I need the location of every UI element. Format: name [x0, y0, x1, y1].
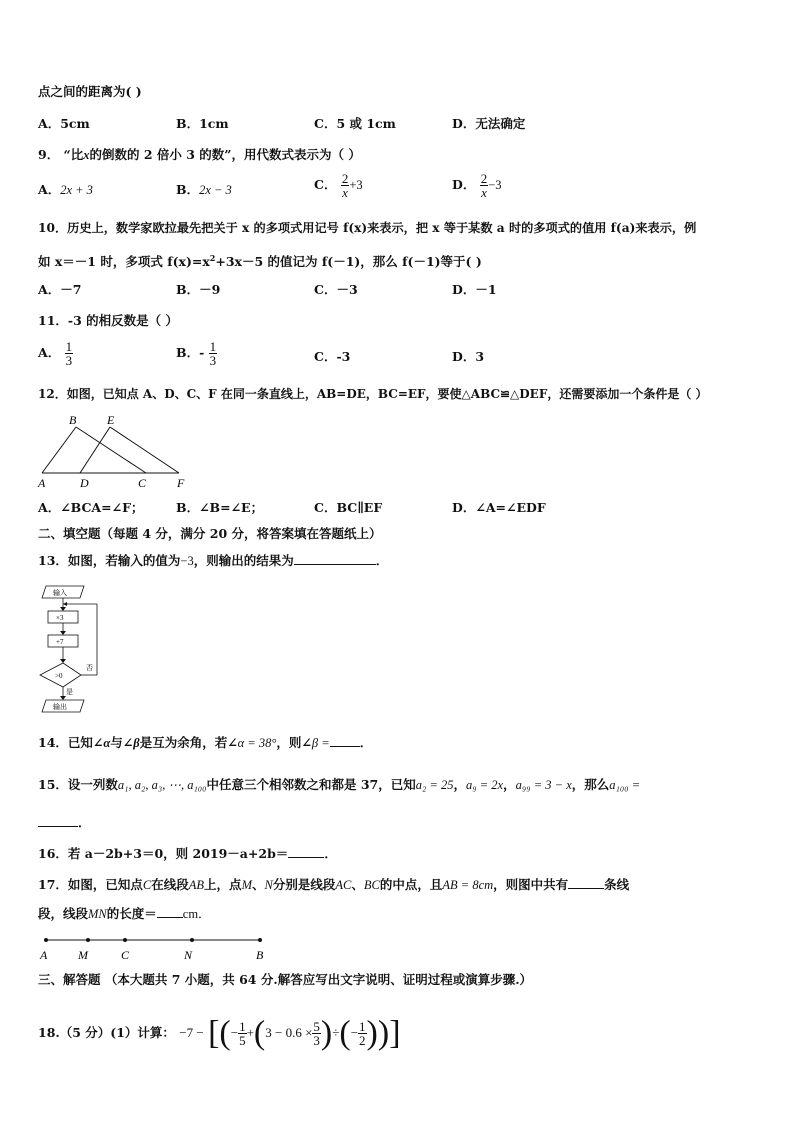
q10-option-c: C．－3 — [314, 282, 358, 297]
q14-answer-blank — [330, 734, 360, 747]
q11-option-b-fraction: $\frac{1}{3}$ — [209, 339, 217, 368]
q9-option-d: D． $\frac{2}{x}$ −3 — [452, 171, 502, 200]
q11-stem: 11．-3 的相反数是（ ） — [38, 313, 178, 328]
q14-stem: 14．已知∠α与∠β是互为余角，若∠α = 38°，则∠β = ． — [38, 735, 373, 750]
q17-label-c: C — [121, 948, 130, 962]
q12-option-d: D．∠A=∠EDF — [452, 500, 546, 515]
q9-option-d-fraction: $\frac{2}{x}$ — [480, 171, 488, 200]
q9-option-b: B．2x − 3 — [176, 182, 232, 197]
q11-option-b: B．- $\frac{1}{3}$ — [176, 339, 217, 368]
q17-answer-blank-1 — [568, 876, 604, 889]
q16-answer-blank — [288, 845, 324, 858]
q16-stem: 16．若 a－2b+3＝0，则 2019－a+2b＝ ． — [38, 846, 337, 861]
flow-yes-label: 是 — [66, 688, 73, 696]
section-2-heading: 二、填空题（每题 4 分，满分 20 分，将答案填在答题纸上） — [38, 526, 382, 541]
q8-option-b: B．1cm — [176, 116, 229, 131]
q12-option-c: C．BC∥EF — [314, 500, 383, 515]
flow-input-label: 输入 — [53, 589, 67, 597]
q17-stem-line2: 段，线段MN的长度＝ cm． — [38, 906, 211, 921]
q17-answer-blank-2 — [157, 905, 183, 918]
q13-stem: 13．如图，若输入的值为−3，则输出的结果为 ． — [38, 553, 389, 568]
q18-fraction-3: $\frac{1}{2}$ — [359, 1019, 366, 1048]
q11-option-d: D．3 — [452, 349, 485, 364]
q10-stem-line1: 10．历史上，数学家欧拉最先把关于 x 的多项式用记号 f(x)来表示，把 x 等于某数 a 时的多项式的值用 f(a)来表示，例 — [38, 221, 697, 235]
q17-label-a: A — [40, 948, 48, 962]
q17-label-b: B — [256, 948, 264, 962]
q17-label-n: N — [184, 948, 193, 962]
q9-option-c-fraction: $\frac{2}{x}$ — [341, 171, 349, 200]
q8-option-a: A．5cm — [38, 116, 90, 131]
q9-option-a: A．2x + 3 — [38, 182, 93, 197]
q8-stem: 点之间的距离为( ) — [38, 84, 142, 99]
q17-stem-line1: 17．如图，已知点C在线段AB上，点M、N分别是线段AC、BC的中点，且AB = 8cm，则图中共有 条线 — [38, 877, 630, 892]
q15-stem: 15．设一列数a₁, a₂, a₃, ⋯, a₁₀₀中任意三个相邻数之和都是 37，已知a₂ = 25，a₉ = 2x，a₉₉ = 3 − x，那么a₁₀₀ = — [38, 777, 641, 792]
q8-option-c: C．5 或 1cm — [314, 116, 396, 131]
flow-no-label: 否 — [86, 664, 93, 672]
section-3-heading: 三、解答题 （本大题共 7 小题，共 64 分.解答应写出文字说明、证明过程或演算步骤.） — [38, 972, 533, 987]
q11-option-a: A． $\frac{1}{3}$ — [38, 339, 73, 368]
q11-option-a-fraction: $\frac{1}{3}$ — [65, 339, 73, 368]
q10-option-d: D．－1 — [452, 282, 497, 297]
q18-fraction-1: $\frac{1}{5}$ — [239, 1019, 246, 1048]
q18-fraction-2: $\frac{5}{3}$ — [313, 1019, 320, 1048]
q11-option-c: C．-3 — [314, 349, 351, 364]
q9-option-c: C． $\frac{2}{x}$ +3 — [314, 171, 363, 200]
flow-output-label: 输出 — [53, 703, 67, 711]
q13-flowchart — [36, 580, 126, 720]
q9-stem: 9． “比x的倒数的 2 倍小 3 的数”，用代数式表示为（ ） — [38, 147, 361, 162]
q12-label-c: C — [138, 476, 147, 490]
q12-label-f: F — [177, 476, 185, 490]
q12-option-a: A．∠BCA=∠F； — [38, 500, 144, 515]
q18-big-left-bracket: [ — [208, 1014, 220, 1052]
q17-label-m: M — [78, 948, 88, 962]
q8-option-d: D．无法确定 — [452, 116, 526, 131]
q15-answer-line: ． — [38, 814, 91, 831]
q9-variable: x — [83, 148, 90, 162]
q10-option-b: B．－9 — [176, 282, 221, 297]
q12-option-b: B．∠B=∠E； — [176, 500, 264, 515]
q10-stem-line2: 如 x＝－1 时，多项式 $f(x)=x^2+3x-5$ 的值记为 f(－1)，那么 f(－1)等于( ) — [38, 253, 482, 270]
q12-label-b: B — [69, 413, 77, 427]
q12-stem: 12．如图，已知点 A、D、C、F 在同一条直线上，AB=DE，BC=EF，要使△ABC≌△DEF，还需要添加一个条件是（ ） — [38, 387, 708, 401]
q12-triangle-figure — [34, 410, 194, 490]
flow-times3-label: ×3 — [56, 614, 64, 622]
flow-condition-label: >0 — [55, 672, 63, 680]
q13-answer-blank — [294, 552, 376, 565]
q12-label-d: D — [80, 476, 89, 490]
q18-stem: 18.（5 分）(1）计算： −7 − [(− $\frac{1}{5}$ +(3 − 0.6 × $\frac{5}{3}$ )÷(− $\frac{1}{2}$ ))] — [38, 1014, 401, 1052]
q10-option-a: A．－7 — [38, 282, 82, 297]
q17-segment-figure — [36, 932, 276, 962]
q12-label-a: A — [38, 476, 46, 490]
q15-answer-blank — [38, 814, 78, 827]
q12-label-e: E — [107, 413, 115, 427]
flow-plus7-label: +7 — [56, 638, 64, 646]
q18-big-right-bracket: ] — [389, 1014, 401, 1052]
